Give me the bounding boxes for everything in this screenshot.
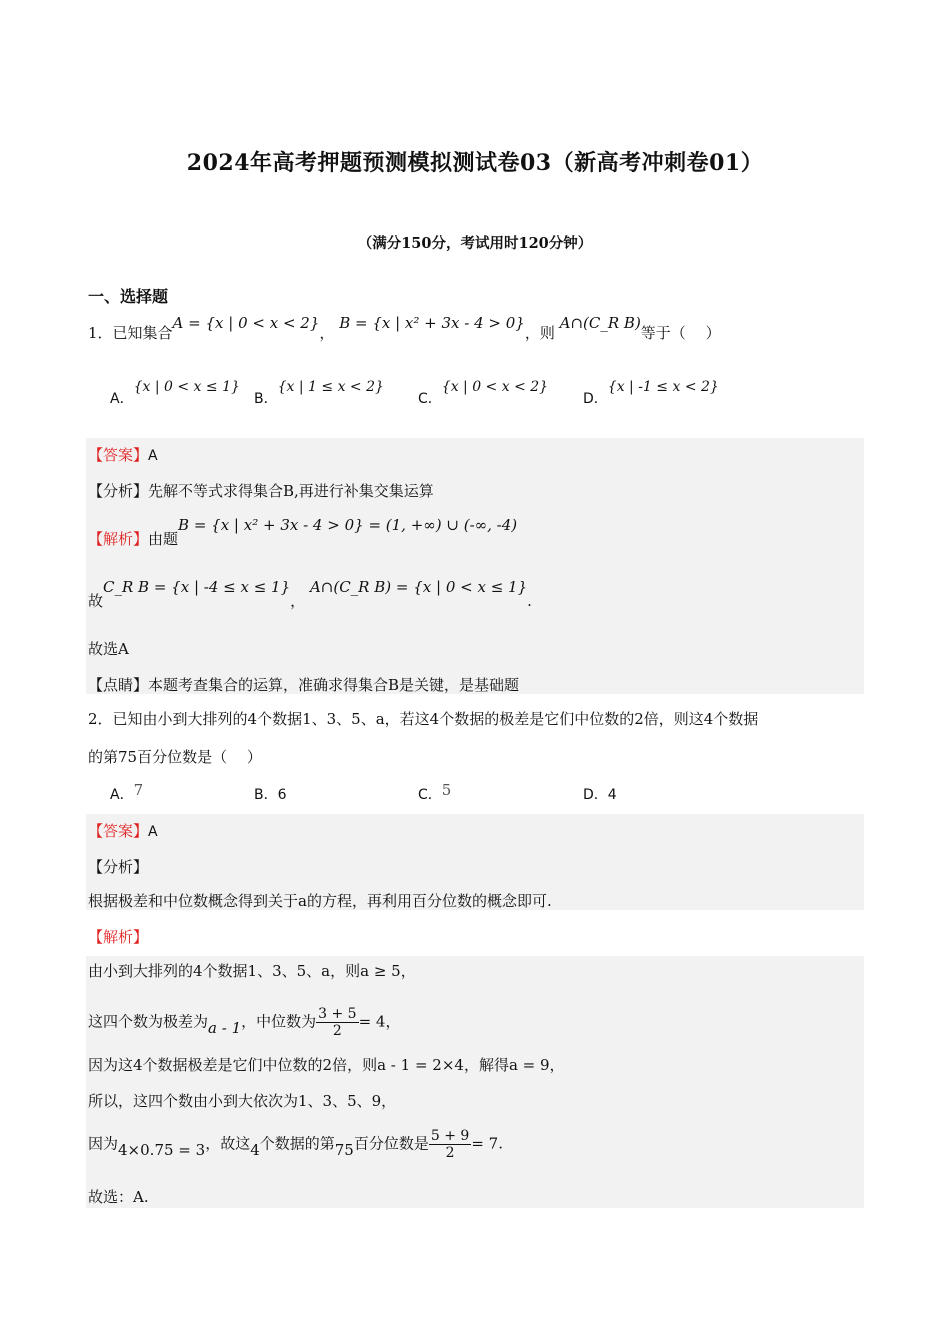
therefore-word: 故 <box>88 592 104 610</box>
q1-explanation-box <box>86 438 864 694</box>
step-text: 因为 <box>88 1134 119 1153</box>
fraction-denominator: 2 <box>445 1145 455 1161</box>
step-text: 这四个数为极差为 <box>88 1012 209 1031</box>
q1-comment <box>88 674 519 695</box>
fraction-numerator: 3 + 5 <box>318 1006 357 1022</box>
option-label: A． <box>110 391 134 407</box>
q2-analysis-tag: 【分析】 <box>88 858 149 876</box>
q1-expr: A∩(C_R B) <box>559 314 641 332</box>
q2-stem-line2: 的第75百分位数是（ ） <box>88 748 262 766</box>
q1-analysis <box>88 480 434 501</box>
answer-tag: 【答案】 <box>88 446 149 464</box>
percentile-value: 75 <box>334 1140 354 1159</box>
answer-value: A <box>148 824 158 840</box>
option-label: C． <box>418 391 442 407</box>
q2-solution-box <box>86 956 864 1208</box>
solution-tag: 【解析】 <box>88 530 149 548</box>
step-text: ，中位数为 <box>241 1012 317 1031</box>
step-text: 百分位数是 <box>353 1134 429 1153</box>
q2-option-d <box>583 784 617 804</box>
period: . <box>527 592 532 610</box>
q1-suffix: 等于（ ） <box>640 324 721 342</box>
q2-step-5 <box>88 1128 503 1161</box>
option-math: {x | 1 ≤ x < 2} <box>277 379 384 395</box>
q2-option-a <box>110 781 144 804</box>
q2-analysis-text: 根据极差和中位数概念得到关于a的方程，再利用百分位数的概念即可. <box>88 892 552 910</box>
q1-choose <box>88 638 129 659</box>
count-value: 4 <box>250 1140 260 1159</box>
range-expr: a - 1 <box>208 1018 242 1037</box>
q1-stem <box>88 314 721 343</box>
q1-therefore <box>88 578 532 611</box>
q1-set-a: A = {x | 0 < x < 2} <box>172 314 320 332</box>
q2-stem-line1: 2．已知由小到大排列的4个数据1、3、5、a，若这4个数据的极差是它们中位数的2倍，则这4个数据 <box>88 710 759 728</box>
page-subtitle: （满分150分，考试用时120分钟） <box>357 235 593 252</box>
comment-text: 本题考查集合的运算，准确求得集合B是关键，是基础题 <box>148 676 520 694</box>
step-text: = 4， <box>358 1012 401 1031</box>
step-text: 个数据的第 <box>259 1134 335 1153</box>
page-title: 2024年高考押题预测模拟测试卷03（新高考冲刺卷01） <box>186 150 764 176</box>
median-fraction <box>316 1006 358 1039</box>
analysis-tag: 【分析】 <box>88 482 149 500</box>
q1-answer <box>88 444 158 465</box>
q1-prefix: 1．已知集合 <box>88 324 173 342</box>
answer-value: A <box>148 448 158 464</box>
solution-math: B = {x | x² + 3x - 4 > 0} = (1, +∞) ∪ (-∞, -4) <box>178 516 518 534</box>
comment-tag: 【点睛】 <box>88 676 149 694</box>
step-text: = 7. <box>471 1134 503 1153</box>
solution-lead: 由题 <box>148 530 179 548</box>
q2-answer <box>88 820 158 841</box>
q1-sep2: ，则 <box>524 324 555 342</box>
product-expr: 4×0.75 = 3 <box>118 1140 206 1159</box>
comma: ， <box>290 592 306 610</box>
q1-option-a <box>110 379 240 408</box>
q2-solution-tag: 【解析】 <box>88 928 149 946</box>
q1-solution <box>88 516 518 549</box>
analysis-text: 先解不等式求得集合B,再进行补集交集运算 <box>148 482 434 500</box>
option-label: A． <box>110 787 134 803</box>
fraction-numerator: 5 + 9 <box>430 1128 470 1144</box>
option-value: 7 <box>133 781 144 799</box>
section-heading: 一、选择题 <box>88 287 169 306</box>
option-label: B． <box>254 391 278 407</box>
q2-option-c <box>418 781 452 804</box>
option-math: {x | 0 < x ≤ 1} <box>133 379 240 395</box>
option-math: {x | 0 < x < 2} <box>441 379 549 395</box>
option-value: 4 <box>607 787 617 803</box>
answer-tag: 【答案】 <box>88 822 149 840</box>
complement-math: C_R B = {x | -4 ≤ x ≤ 1} <box>103 578 291 596</box>
choose-text: 故选A <box>88 640 129 658</box>
q1-option-d <box>583 379 719 408</box>
option-label: B． <box>254 787 278 803</box>
q2-step-6: 故选：A. <box>88 1188 149 1206</box>
q1-option-b <box>254 379 384 408</box>
option-value: 6 <box>277 787 287 803</box>
fraction-denominator: 2 <box>332 1023 342 1039</box>
intersection-math: A∩(C_R B) = {x | 0 < x ≤ 1} <box>309 578 528 596</box>
q2-option-b <box>254 784 287 804</box>
q2-step-3: 因为这4个数据极差是它们中位数的2倍，则a - 1 = 2×4，解得a = 9， <box>88 1056 565 1074</box>
q1-option-c <box>418 379 549 408</box>
percentile-fraction <box>429 1128 471 1161</box>
step-text: ，故这 <box>205 1134 251 1153</box>
q2-step-4: 所以，这四个数由小到大依次为1、3、5、9， <box>88 1092 397 1110</box>
option-label: C． <box>418 787 442 803</box>
q1-set-b: B = {x | x² + 3x - 4 > 0} <box>339 314 525 332</box>
option-value: 5 <box>441 781 452 799</box>
option-math: {x | -1 ≤ x < 2} <box>607 379 719 395</box>
q2-step-1: 由小到大排列的4个数据1、3、5、a，则a ≥ 5， <box>88 962 416 980</box>
option-label: D． <box>583 391 608 407</box>
option-label: D． <box>583 787 608 803</box>
q2-step-2 <box>88 1006 400 1039</box>
q1-sep1: ， <box>319 324 335 342</box>
